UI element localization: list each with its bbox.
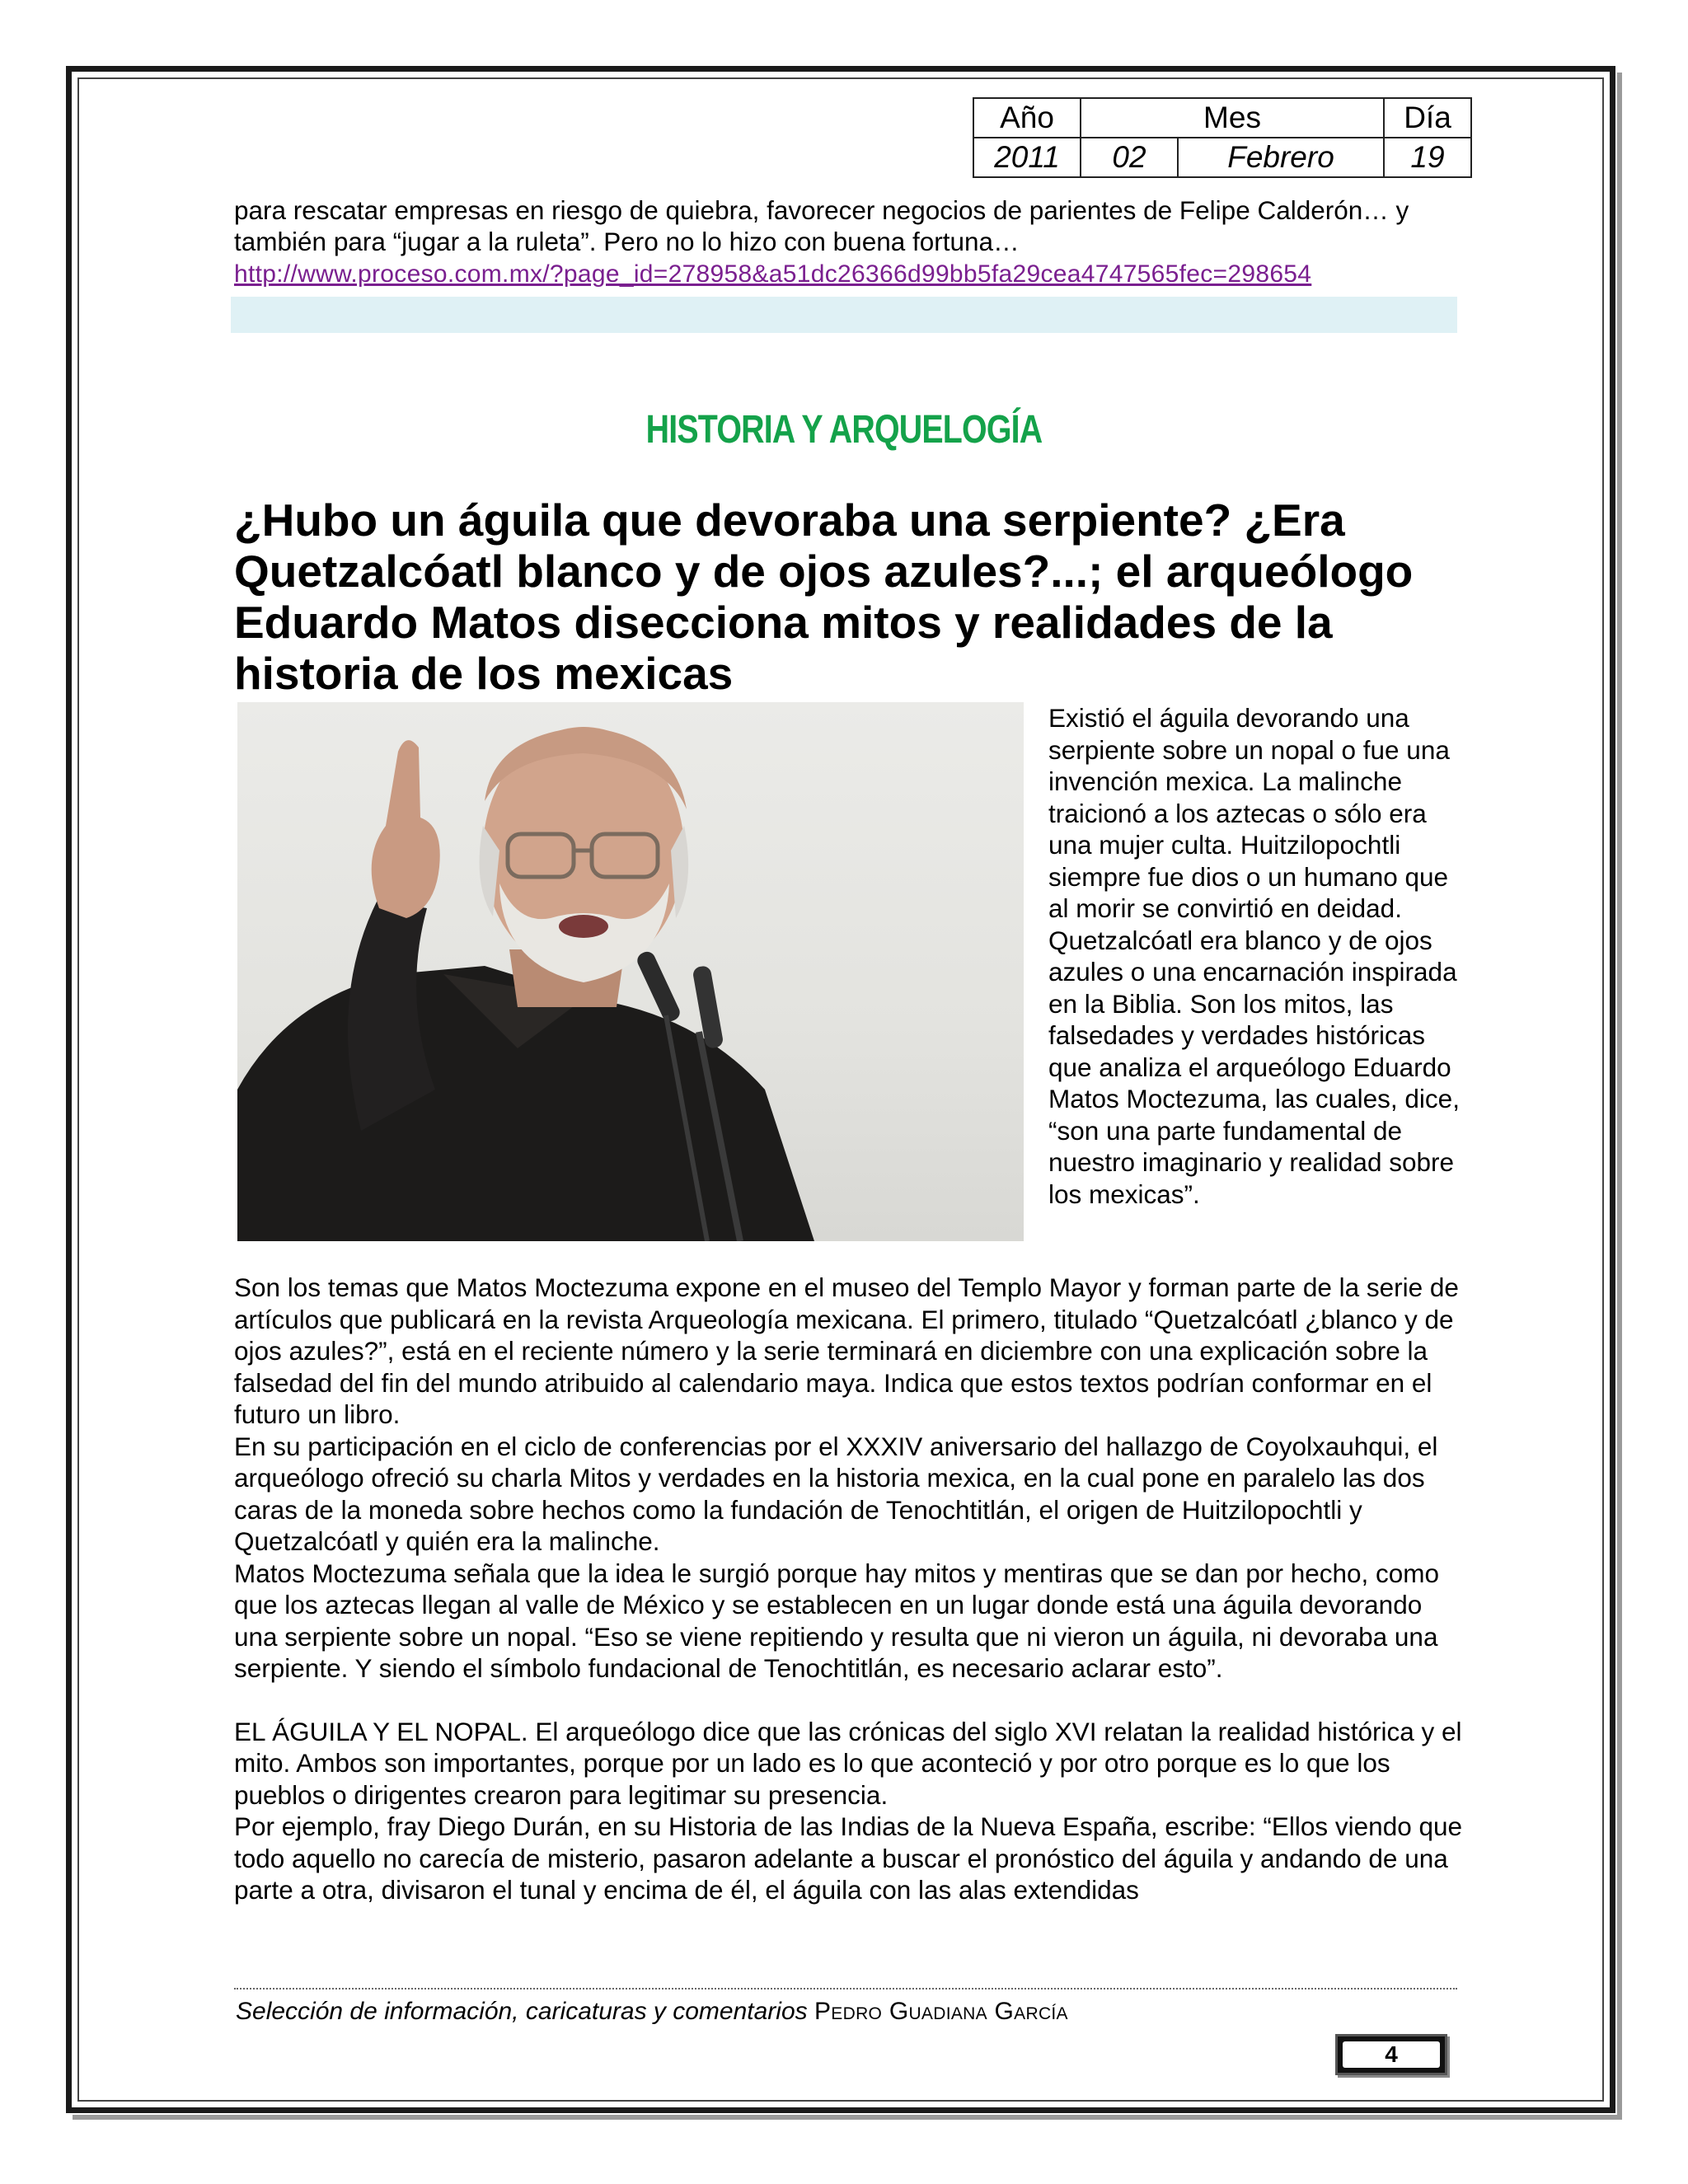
date-header-year: Año bbox=[973, 98, 1081, 138]
body-paragraph-1: Son los temas que Matos Moctezuma expone en el museo del Templo Mayor y forman parte de la serie de artículos que publicará en la revista Arqueología mexicana. El primero, titulado “Quetzalcóatl ¿blanco y de ojos azules?”, está en el reciente número y la serie terminará en diciembre con una explicación sobre la falsedad del fin del mundo atribuido al calendario maya. Indica que estos textos podrían conformar en el futuro un libro. bbox=[234, 1272, 1459, 1429]
body-paragraph-3: Matos Moctezuma señala que la idea le surgió porque hay mitos y mentiras que se dan por hecho, como que los aztecas llegan al valle de México y se establecen en un lugar donde está una águila devorando una serpiente sobre un nopal. “Eso se viene repitiendo y resulta que ni vieron un águila, ni devoraba una serpiente. Y siendo el símbolo fundacional de Tenochtitlán, es necesario aclarar esto”. bbox=[234, 1558, 1440, 1683]
page-number: 4 bbox=[1343, 2041, 1440, 2068]
body-paragraph-4: EL ÁGUILA Y EL NOPAL. El arqueólogo dice que las crónicas del siglo XVI relatan la realidad histórica y el mito. Ambos son importantes, porque por un lado es lo que aconteció y por otro porque es lo que los pueblos o dirigentes crearon para legitimar su presencia. bbox=[234, 1716, 1462, 1810]
highlight-bar bbox=[231, 297, 1457, 333]
date-day: 19 bbox=[1384, 138, 1471, 177]
section-title: HISTORIA Y ARQUELOGÍA bbox=[645, 408, 1043, 452]
date-month-name: Febrero bbox=[1178, 138, 1384, 177]
source-link[interactable]: http://www.proceso.com.mx/?page_id=278958&a51dc26366d99bb5fa29cea4747565fec=298654 bbox=[234, 260, 1312, 288]
intro-text: para rescatar empresas en riesgo de quiebra, favorecer negocios de parientes de Felipe Calderón… y también para “jugar a la ruleta”. Pero no lo hizo con buena fortuna… bbox=[234, 195, 1409, 256]
photo-side-text: Existió el águila devorando una serpiente sobre un nopal o fue una invención mexica. La malinche traicionó a los aztecas o sólo era una mujer culta. Huitzilopochtli siempre fue dios o un humano que al morir se convirtió en deidad. Quetzalcóatl era blanco y de ojos azules o una encarnación inspirada en la Biblia. Son los mitos, las falsedades y verdades históricas que analiza el arqueólogo Eduardo Matos Moctezuma, las cuales, dice, “son una parte fundamental de nuestro imaginario y realidad sobre los mexicas”. bbox=[1048, 703, 1460, 1209]
footer-credit-text: Selección de información, caricaturas y comentarios bbox=[236, 1998, 808, 2025]
date-header-month: Mes bbox=[1081, 98, 1384, 138]
date-header-day: Día bbox=[1384, 98, 1471, 138]
footer-credit-name: Pedro Guadiana García bbox=[814, 1998, 1068, 2025]
body-paragraph-5: Por ejemplo, fray Diego Durán, en su Historia de las Indias de la Nueva España, escribe: “Ellos viendo que todo aquello no carecía de misterio, pasaron adelante a buscar el pronóstico del águila y andando de una parte a otra, divisaron el tunal y encima de él, el águila con las alas extendidas bbox=[234, 1811, 1463, 1905]
date-table bbox=[973, 97, 1472, 178]
page-number-badge bbox=[1335, 2034, 1447, 2075]
date-month-number: 02 bbox=[1081, 138, 1178, 177]
intro-block bbox=[234, 194, 1470, 290]
footer-divider bbox=[234, 1988, 1457, 1990]
article-photo bbox=[237, 702, 1024, 1241]
date-year: 2011 bbox=[973, 138, 1081, 177]
article-body bbox=[234, 1272, 1470, 1906]
article-headline: ¿Hubo un águila que devoraba una serpiente? ¿Era Quetzalcóatl blanco y de ojos azules?...; el arqueólogo Eduardo Matos disecciona mitos y realidades de la historia de los mexicas bbox=[234, 494, 1414, 699]
footer-credit bbox=[236, 1997, 1068, 2027]
body-paragraph-2: En su participación en el ciclo de conferencias por el XXXIV aniversario del hallazgo de Coyolxauhqui, el arqueólogo ofreció su charla Mitos y verdades en la historia mexica, en la cual pone en paralelo las dos caras de la moneda sobre hechos como la fundación de Tenochtitlán, el origen de Huitzilopochtli y Quetzalcóatl y quién era la malinche. bbox=[234, 1431, 1438, 1556]
speaker-photo-icon bbox=[237, 702, 1024, 1241]
